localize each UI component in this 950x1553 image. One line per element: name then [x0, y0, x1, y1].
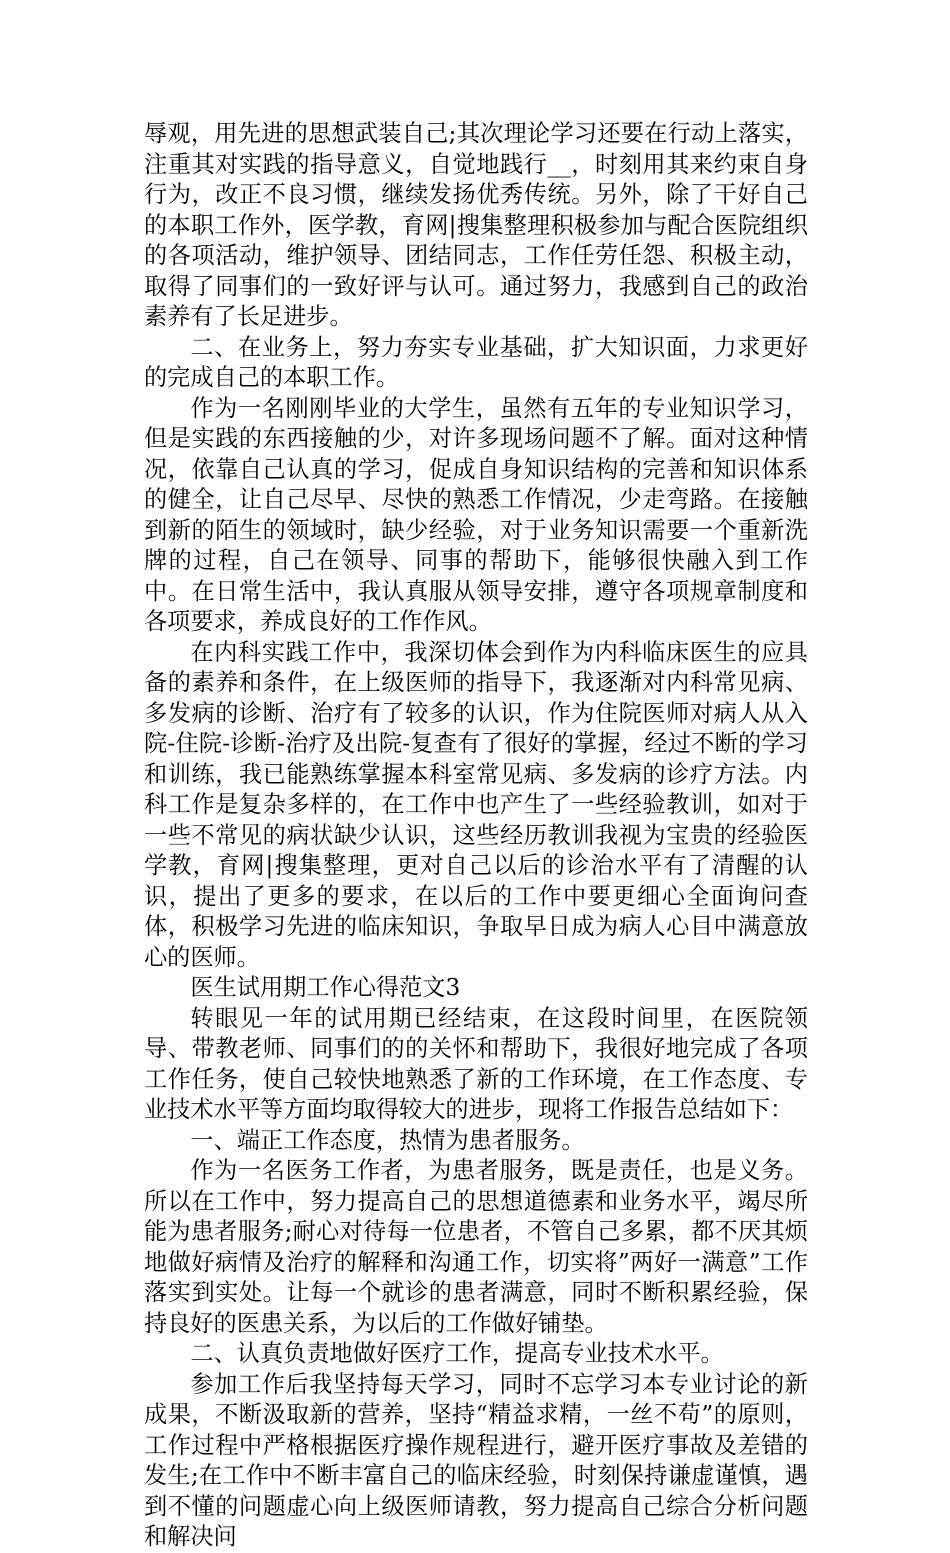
paragraph-internal-medicine: 在内科实践工作中，我深切体会到作为内科临床医生的应具备的素养和条件，在上级医师的指导下，我逐渐对内科常见病、多发病的诊断、治疗有了较多的认识，作为住院医师对病人从入院-住院-诊断-治疗及出院-复查有了很好的掌握，经过不断的学习和训练，我已能熟练掌握本科室常见病、多发病的诊疗方法。内科工作是复杂多样的，在工作中也产生了一些经验教训，如对于一些不常见的病状缺少认识，这些经历教训我视为宝贵的经验医学教，育网|搜集整理，更对自己以后的诊治水平有了清醒的认识，提出了更多的要求，在以后的工作中要更细心全面询问查体，积极学习先进的临床知识，争取早日成为病人心目中满意放心的医师。 [144, 638, 808, 971]
section-heading-medical-work: 二、认真负责地做好医疗工作，提高专业技术水平。 [190, 1340, 724, 1367]
paragraph-probation-summary: 转眼见一年的试用期已经结束，在这段时间里，在医院领导、带教老师、同事们的的关怀和帮助下，我很好地完成了各项工作任务，使自己较快地熟悉了新的工作环境，在工作态度、专业技术水平等方面均取得较大的进步，现将工作报告总结如下： [144, 1004, 808, 1123]
document-page [144, 119, 808, 1553]
paragraph-daily-study: 参加工作后我坚持每天学习，同时不忘学习本专业讨论的新成果，不断汲取新的营养，坚持“精益求精，一丝不苟”的原则，工作过程中严格根据医疗操作规程进行，避开医疗事故及差错的发生;在工作中不断丰富自己的临床经验，时刻保持谦虚谨慎，遇到不懂的问题虚心向上级医师请教，努力提高自己综合分析问题和解决问 [144, 1370, 808, 1550]
paragraph-continuation: 辱观，用先进的思想武装自己;其次理论学习还要在行动上落实，注重其对实践的指导意义，自觉地践行__，时刻用其来约束自身行为，改正不良习惯，继续发扬优秀传统。另外，除了干好自己的本职工作外，医学教，育网|搜集整理积极参加与配合医院组织的各项活动，维护领导、团结同志，工作任劳任怨、积极主动，取得了同事们的一致好评与认可。通过努力，我感到自己的政治素养有了长足进步。 [144, 120, 808, 330]
paragraph-patient-service: 作为一名医务工作者，为患者服务，既是责任，也是义务。所以在工作中，努力提高自己的思想道德素和业务水平，竭尽所能为患者服务;耐心对待每一位患者，不管自己多累，都不厌其烦地做好病情及治疗的解释和沟通工作，切实将”两好一满意”工作落实到实处。让每一个就诊的患者满意，同时不断积累经验，保持良好的医患关系，为以后的工作做好铺垫。 [144, 1157, 808, 1337]
article-title-3: 医生试用期工作心得范文3 [190, 974, 461, 1001]
section-heading-business: 二、在业务上，努力夯实专业基础，扩大知识面，力求更好的完成自己的本职工作。 [144, 333, 808, 391]
section-heading-attitude: 一、端正工作态度，热情为患者服务。 [190, 1126, 585, 1154]
paragraph-graduate: 作为一名刚刚毕业的大学生，虽然有五年的专业知识学习，但是实践的东西接触的少，对许多现场问题不了解。面对这种情况，依靠自己认真的学习，促成自身知识结构的完善和知识体系的健全，让自己尽早、尽快的熟悉工作情况，少走弯路。在接触到新的陌生的领域时，缺少经验，对于业务知识需要一个重新洗牌的过程，自己在领导、同事的帮助下，能够很快融入到工作中。在日常生活中，我认真服从领导安排，遵守各项规章制度和各项要求，养成良好的工作作风。 [144, 394, 808, 635]
